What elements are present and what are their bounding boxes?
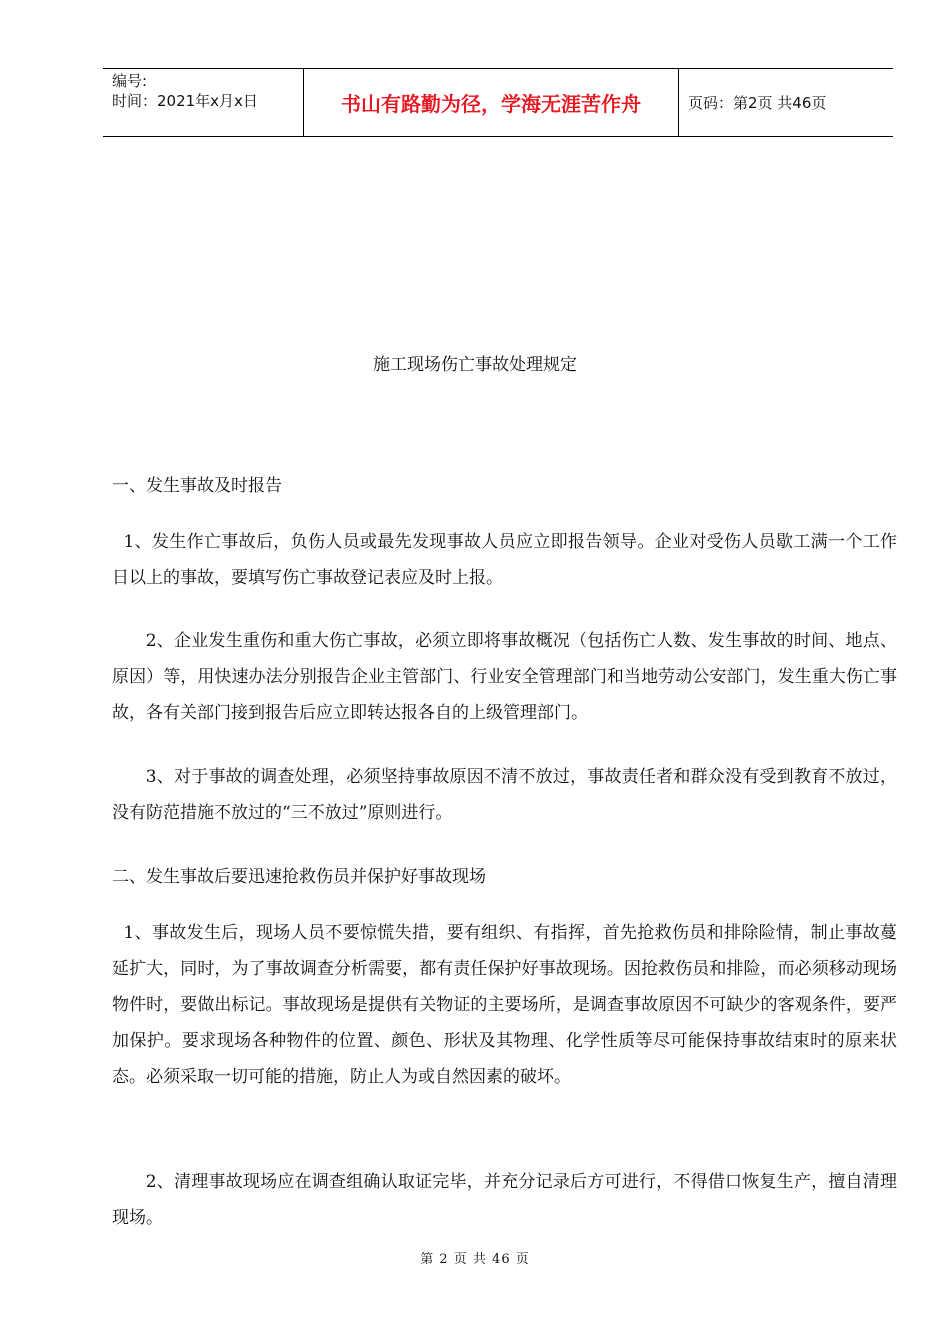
- header-time-label: 时间：2021年x月x日: [112, 92, 258, 110]
- header-divider-right: [678, 69, 679, 136]
- page-footer: 第 2 页 共 46 页: [420, 1252, 530, 1267]
- section2-paragraph-2: 2、清理事故现场应在调查组确认取证完毕，并充分记录后方可进行，不得借口恢复生产，擅自清理现场。: [112, 1172, 897, 1228]
- header-number-label: 编号:: [112, 72, 148, 90]
- header-motto: 书山有路勤为径，学海无涯苦作舟: [341, 92, 641, 116]
- section1-paragraph-1: 1、发生作亡事故后，负伤人员或最先发现事故人员应立即报告领导。企业对受伤人员歇工满一个工作日以上的事故，要填写伤亡事故登记表应及时上报。: [112, 532, 897, 588]
- section1-heading: 一、发生事故及时报告: [112, 476, 282, 496]
- section2-paragraph-1: 1、事故发生后，现场人员不要惊慌失措，要有组织、有指挥，首先抢救伤员和排除险情，制止事故蔓延扩大，同时，为了事故调查分析需要，都有责任保护好事故现场。因抢救伤员和排险，而必须移动现场物件时，要做出标记。事故现场是提供有关物证的主要场所，是调查事故原因不可缺少的客观条件，要严加保护。要求现场各种物件的位置、颜色、形状及其物理、化学性质等尽可能保持事故结束时的原来状态。必须采取一切可能的措施，防止人为或自然因素的破坏。: [112, 923, 897, 1087]
- header-meta: [112, 71, 258, 111]
- section1-paragraph-3: 3、对于事故的调查处理，必须坚持事故原因不清不放过，事故责任者和群众没有受到教育不放过，没有防范措施不放过的“三不放过”原则进行。: [112, 767, 897, 823]
- section1-paragraph-2: 2、企业发生重伤和重大伤亡事故，必须立即将事故概况（包括伤亡人数、发生事故的时间、地点、原因）等，用快速办法分别报告企业主管部门、行业安全管理部门和当地劳动公安部门，发生重大伤亡事故，各有关部门接到报告后应立即转达报各自的上级管理部门。: [112, 631, 897, 723]
- header-page-code: 页码：第2页 共46页: [688, 94, 827, 112]
- document-title: 施工现场伤亡事故处理规定: [373, 355, 577, 375]
- header-bottom-rule: [103, 136, 893, 137]
- section2-heading: 二、发生事故后要迅速抢救伤员并保护好事故现场: [112, 867, 486, 887]
